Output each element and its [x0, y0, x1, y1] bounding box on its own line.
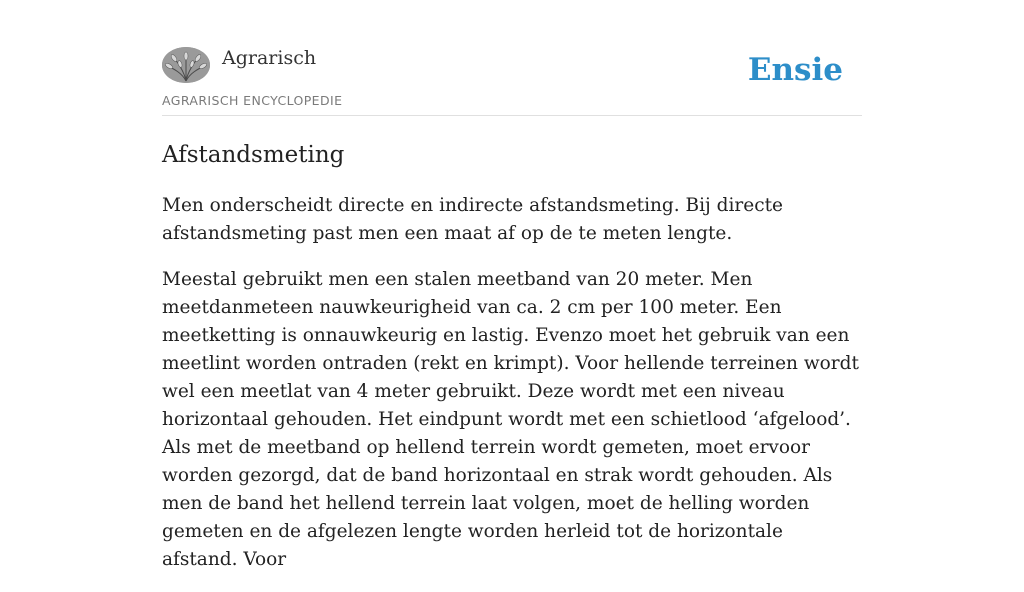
- article-paragraph: Men onderscheidt directe en indirecte afstandsmeting. Bij directe afstandsmeting past men een maat af op de te meten lengte.: [162, 195, 783, 244]
- site-header: [162, 0, 862, 116]
- article-page: [162, 0, 862, 570]
- article-paragraph: Meestal gebruikt men een stalen meetband van 20 meter. Men meetdanmeteen nauwkeurigheid van ca. 2 cm per 100 meter. Een meetketting is onnauwkeurig en lastig. Evenzo moet het gebruik van een meetlint worden ontraden (rekt en krimpt). Voor hellende terreinen wordt wel een meetlat van 4 meter gebruikt. Deze wordt met een niveau horizontaal gehouden. Het eindpunt wordt met een schietlood ‘afgelood’. Als met de meetband op hellend terrein wordt gemeten, moet ervoor worden gezorgd, dat de band horizontaal en strak wordt gehouden. Als men de band het hellend terrein laat volgen, moet de helling worden gemeten en de afgelezen lengte worden herleid tot de horizontale afstand. Voor: [162, 269, 859, 570]
- wheat-logo-icon[interactable]: [162, 47, 210, 83]
- article-body: [162, 192, 862, 592]
- article-title: Afstandsmeting: [162, 142, 345, 168]
- source-name[interactable]: Agrarisch: [222, 47, 317, 69]
- brand-logo[interactable]: Ensie: [747, 52, 843, 88]
- source-subtitle: AGRARISCH ENCYCLOPEDIE: [162, 93, 343, 108]
